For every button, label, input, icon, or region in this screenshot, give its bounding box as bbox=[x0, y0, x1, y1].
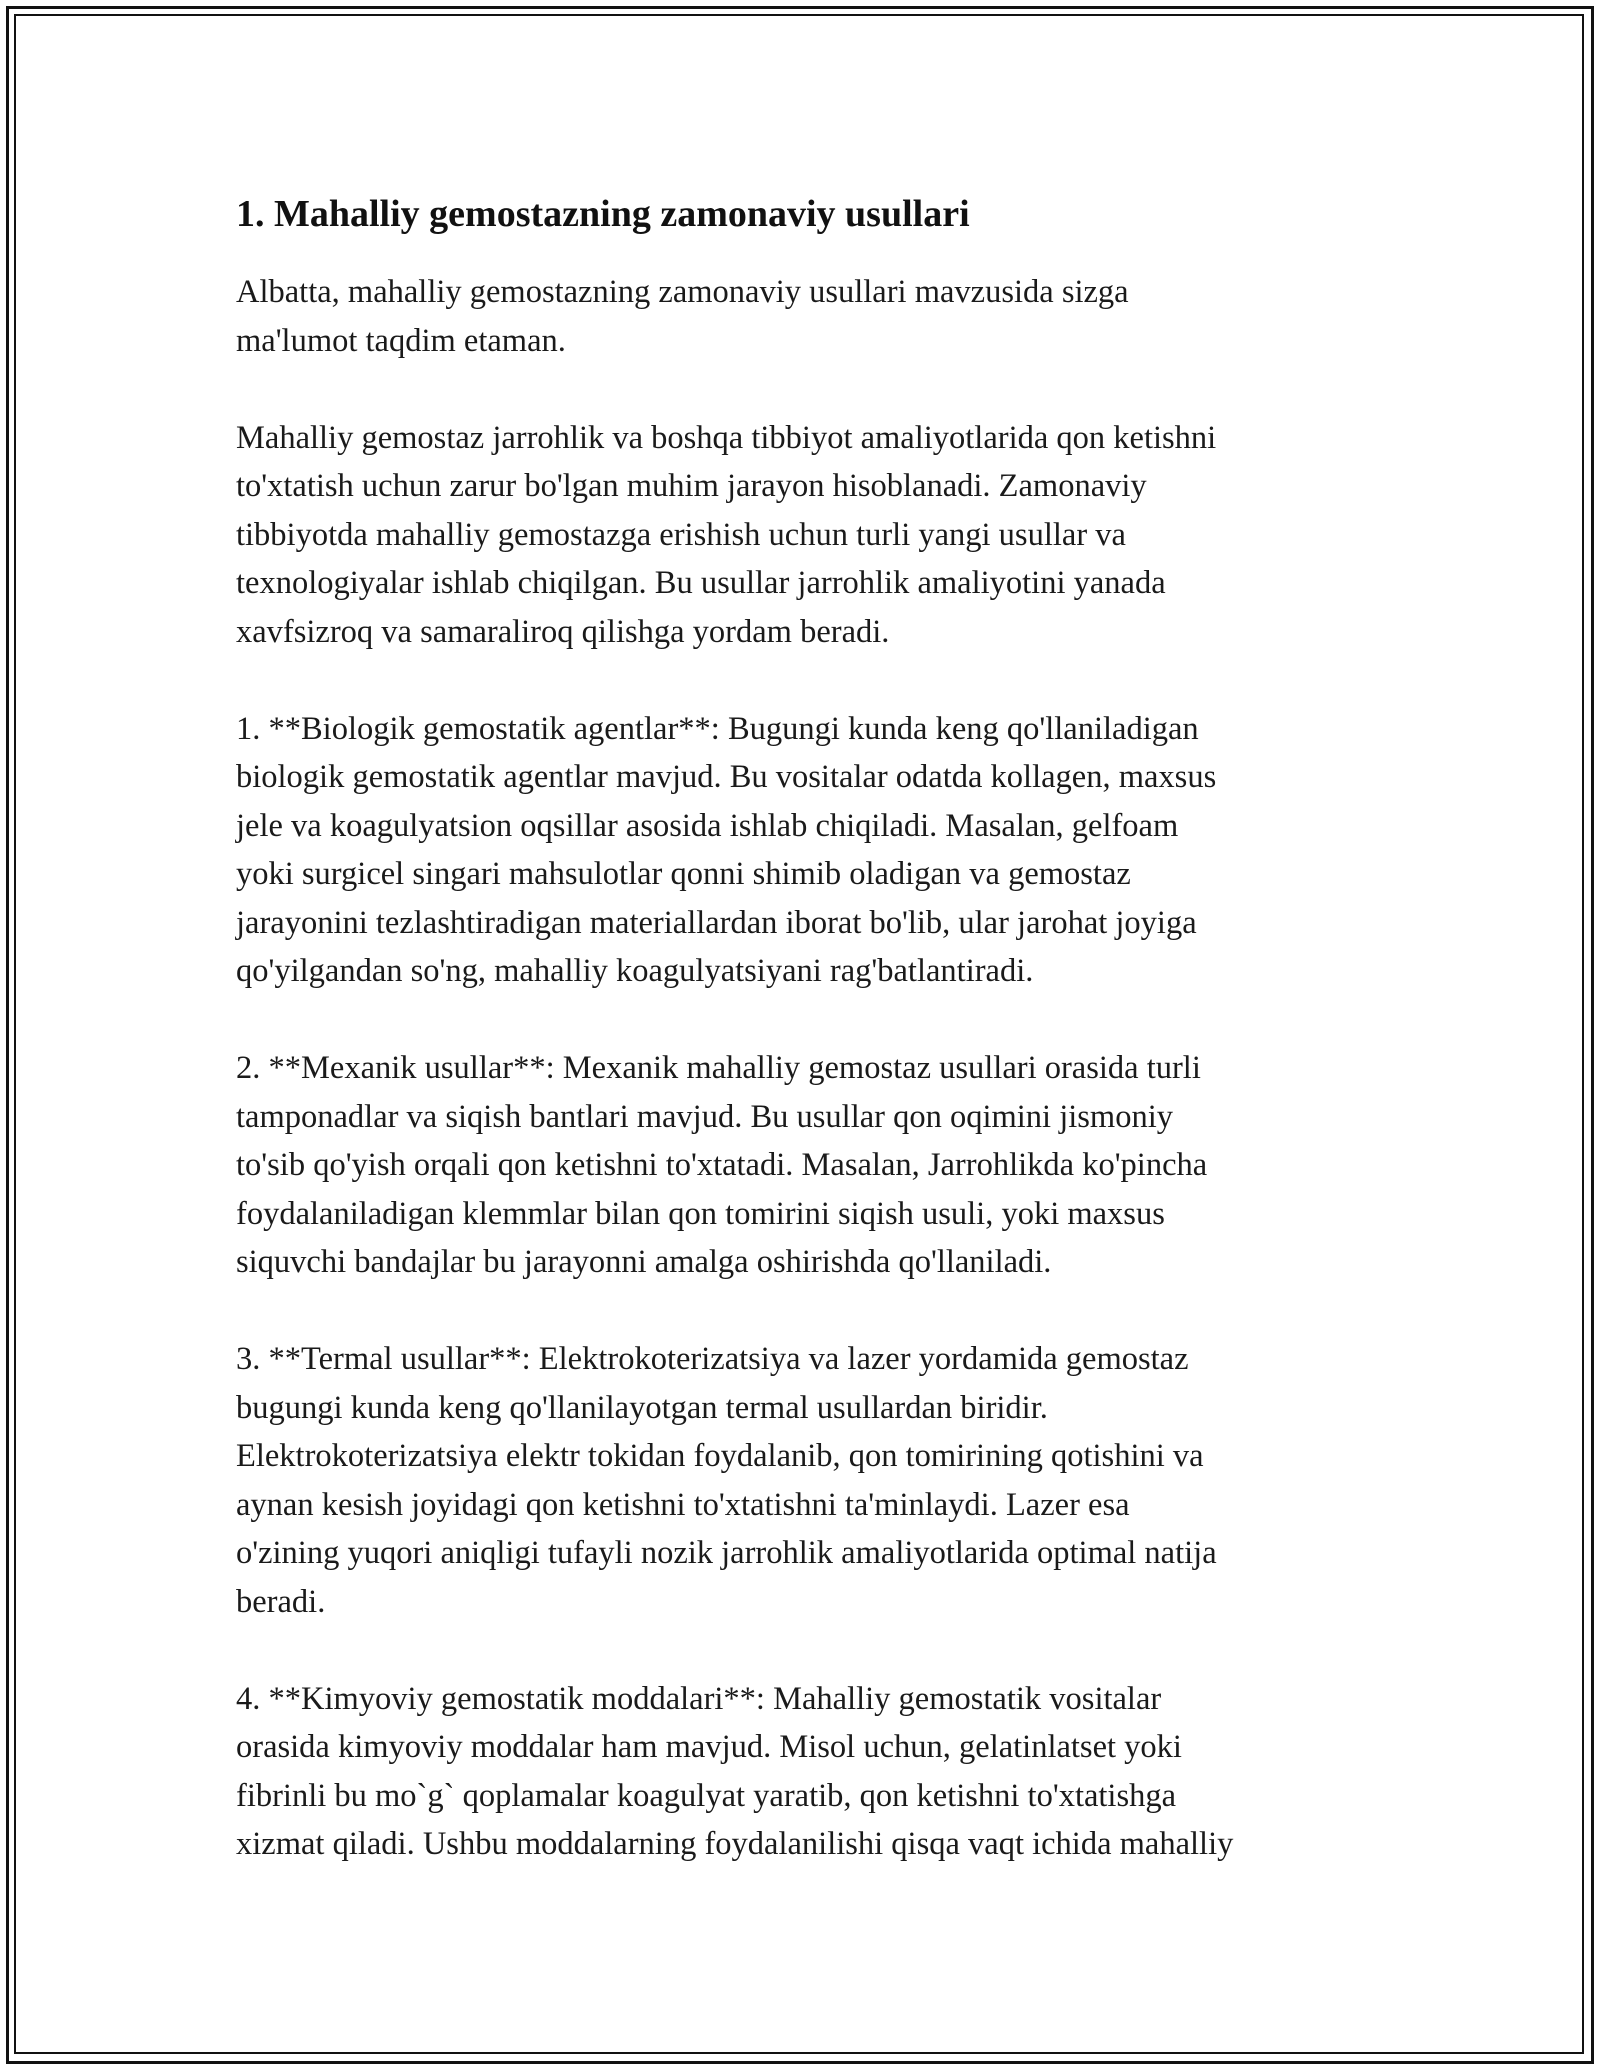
paragraph-overview bbox=[236, 414, 1386, 657]
text-line: o'zining yuqori aniqligi tufayli nozik jarrohlik amaliyotlarida optimal natija bbox=[236, 1535, 1217, 1571]
text-line: beradi. bbox=[236, 1583, 326, 1620]
paragraph-intro bbox=[236, 268, 1386, 365]
text-line: 1. **Biologik gemostatik agentlar**: Bugungi kunda keng qo'llaniladigan bbox=[236, 710, 1199, 747]
text-line: xizmat qiladi. Ushbu moddalarning foydalanilishi qisqa vaqt ichida mahalliy bbox=[236, 1826, 1234, 1862]
text-line: jarayonini tezlashtiradigan materiallardan iborat bo'lib, ular jarohat joyiga bbox=[236, 904, 1197, 941]
text-line: fibrinli bu mo`g` qoplamalar koagulyat yaratib, qon ketishni to'xtatishga bbox=[236, 1777, 1177, 1814]
text-line: to'xtatish uchun zarur bo'lgan muhim jarayon hisoblanadi. Zamonaviy bbox=[236, 468, 1147, 504]
text-line: bugungi kunda keng qo'llanilayotgan termal usullardan biridir. bbox=[236, 1389, 1048, 1426]
section-heading: 1. Mahalliy gemostazning zamonaviy usullari bbox=[236, 193, 970, 235]
text-line: jele va koagulyatsion oqsillar asosida ishlab chiqiladi. Masalan, gelfoam bbox=[236, 807, 1179, 844]
text-line: biologik gemostatik agentlar mavjud. Bu vositalar odatda kollagen, maxsus bbox=[236, 759, 1217, 795]
document-body bbox=[236, 188, 1386, 1917]
text-line: foydalaniladigan klemmlar bilan qon tomirini siqish usuli, yoki maxsus bbox=[236, 1195, 1165, 1232]
text-line: aynan kesish joyidagi qon ketishni to'xtatishni ta'minlaydi. Lazer esa bbox=[236, 1486, 1130, 1523]
text-line: orasida kimyoviy moddalar ham mavjud. Misol uchun, gelatinlatset yoki bbox=[236, 1729, 1182, 1765]
text-line: tibbiyotda mahalliy gemostazga erishish uchun turli yangi usullar va bbox=[236, 516, 1126, 553]
text-line: siquvchi bandajlar bu jarayonni amalga oshirishda qo'llaniladi. bbox=[236, 1244, 1052, 1280]
text-line: texnologiyalar ishlab chiqilgan. Bu usullar jarrohlik amaliyotini yanada bbox=[236, 565, 1166, 601]
text-line: 2. **Mexanik usullar**: Mexanik mahalliy gemostaz usullari orasida turli bbox=[236, 1050, 1201, 1086]
text-line: Mahalliy gemostaz jarrohlik va boshqa tibbiyot amaliyotlarida qon ketishni bbox=[236, 419, 1217, 456]
text-line: yoki surgicel singari mahsulotlar qonni shimib oladigan va gemostaz bbox=[236, 856, 1131, 892]
text-line: Elektrokoterizatsiya elektr tokidan foydalanib, qon tomirining qotishini va bbox=[236, 1438, 1204, 1474]
text-line: to'sib qo'yish orqali qon ketishni to'xtatadi. Masalan, Jarrohlikda ko'pincha bbox=[236, 1147, 1208, 1183]
text-line: tamponadlar va siqish bantlari mavjud. Bu usullar qon oqimini jismoniy bbox=[236, 1098, 1173, 1135]
paragraph-thermal-methods bbox=[236, 1335, 1386, 1626]
text-line: xavfsizroq va samaraliroq qilishga yordam beradi. bbox=[236, 613, 890, 650]
text-line: 4. **Kimyoviy gemostatik moddalari**: Mahalliy gemostatik vositalar bbox=[236, 1680, 1162, 1717]
paragraph-biological-agents bbox=[236, 705, 1386, 996]
text-line: Albatta, mahalliy gemostazning zamonaviy usullari mavzusida sizga bbox=[236, 274, 1129, 310]
text-line: qo'yilgandan so'ng, mahalliy koagulyatsiyani rag'batlantiradi. bbox=[236, 953, 1034, 989]
paragraph-mechanical-methods bbox=[236, 1044, 1386, 1287]
text-line: 3. **Termal usullar**: Elektrokoterizatsiya va lazer yordamida gemostaz bbox=[236, 1341, 1189, 1377]
paragraph-chemical-agents bbox=[236, 1675, 1386, 1869]
text-line: ma'lumot taqdim etaman. bbox=[236, 322, 566, 359]
